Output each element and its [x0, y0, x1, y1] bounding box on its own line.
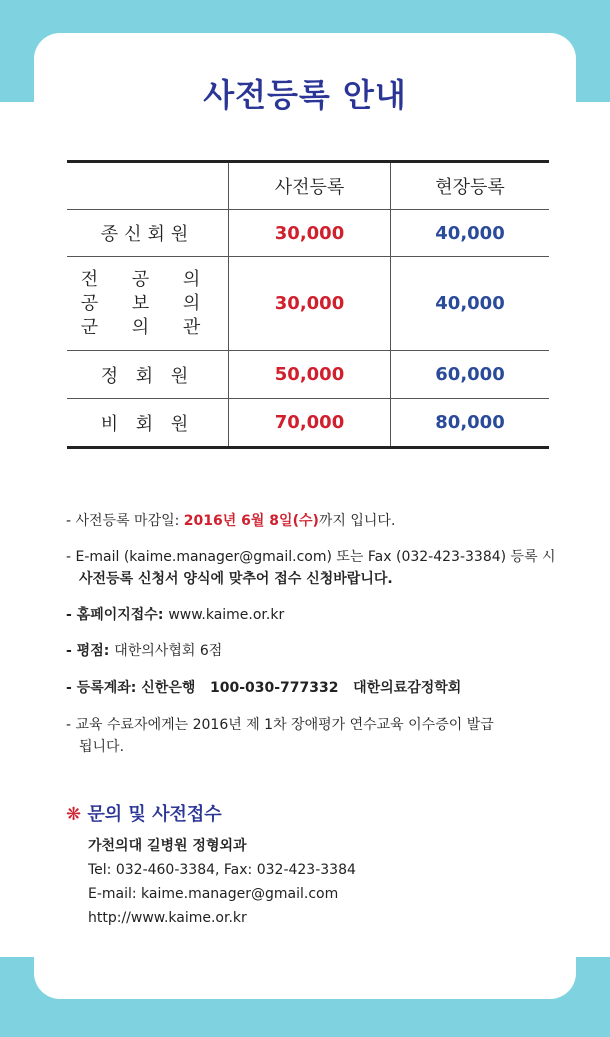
onsite-fee-cell: 60,000	[391, 351, 550, 399]
homepage-link[interactable]: www.kaime.or.kr	[168, 607, 285, 623]
category-cell	[67, 257, 229, 351]
header-blank	[67, 162, 229, 210]
category-cell: 정 회 원	[67, 351, 229, 399]
fee-table	[67, 160, 549, 449]
education-note-line1: - 교육 수료자에게는 2016년 제 1차 장애평가 연수교육 이수증이 발급	[66, 717, 494, 733]
header-onsite: 현장등록	[391, 162, 550, 210]
email-note-line1: - E-mail (kaime.manager@gmail.com) 또는 Fax (032-423-3384) 등록 시	[66, 549, 556, 565]
contact-email[interactable]: E-mail: kaime.manager@gmail.com	[88, 886, 339, 902]
pre-fee-cell: 30,000	[229, 210, 391, 257]
onsite-fee-cell: 40,000	[391, 210, 550, 257]
pre-fee-cell: 30,000	[229, 257, 391, 351]
table-row	[67, 351, 549, 399]
category-cell: 비 회 원	[67, 399, 229, 448]
pre-fee-cell: 50,000	[229, 351, 391, 399]
contact-phone: Tel: 032-460-3384, Fax: 032-423-3384	[88, 862, 356, 878]
contact-dept: 가천의대 길병원 정형외과	[88, 838, 247, 854]
account-value: 신한은행 100-030-777332 대한의료감정학회	[141, 680, 462, 696]
page-title: 사전등록 안내	[203, 76, 407, 114]
contact-website[interactable]: http://www.kaime.or.kr	[88, 910, 247, 926]
contact-title	[66, 800, 222, 826]
table-header-row	[67, 162, 549, 210]
category-line: 군 의 관	[80, 316, 215, 338]
education-note-line2: 됩니다.	[79, 739, 125, 755]
category-cell: 종신회원	[67, 210, 229, 257]
account-label: - 등록계좌:	[66, 680, 142, 696]
table-row	[67, 210, 549, 257]
onsite-fee-cell: 40,000	[391, 257, 550, 351]
contact-info	[88, 834, 356, 930]
credit-value: 대한의사협회 6점	[114, 643, 223, 659]
pre-fee-cell: 70,000	[229, 399, 391, 448]
category-line: 공 보 의	[80, 292, 215, 314]
table-row	[67, 257, 549, 351]
email-note	[66, 546, 566, 590]
homepage-label: - 홈페이지접수:	[66, 607, 169, 623]
deadline-suffix: 까지 입니다.	[318, 513, 396, 529]
category-line: 전 공 의	[80, 268, 215, 290]
table-row	[67, 399, 549, 448]
asterisk-icon: ❋	[66, 804, 82, 825]
email-note-line2: 사전등록 신청서 양식에 맞추어 접수 신청바랍니다.	[79, 571, 393, 587]
credit-label: - 평점:	[66, 643, 115, 659]
onsite-fee-cell: 80,000	[391, 399, 550, 448]
education-note	[66, 714, 566, 758]
contact-title-text: 문의 및 사전접수	[87, 804, 222, 825]
homepage-note	[66, 604, 566, 626]
deadline-prefix: - 사전등록 마감일:	[66, 513, 184, 529]
credit-note	[66, 640, 566, 662]
deadline-date: 2016년 6월 8일(수)	[183, 513, 319, 529]
deadline-note	[66, 510, 566, 532]
account-note	[66, 677, 566, 699]
header-preregistration: 사전등록	[229, 162, 391, 210]
